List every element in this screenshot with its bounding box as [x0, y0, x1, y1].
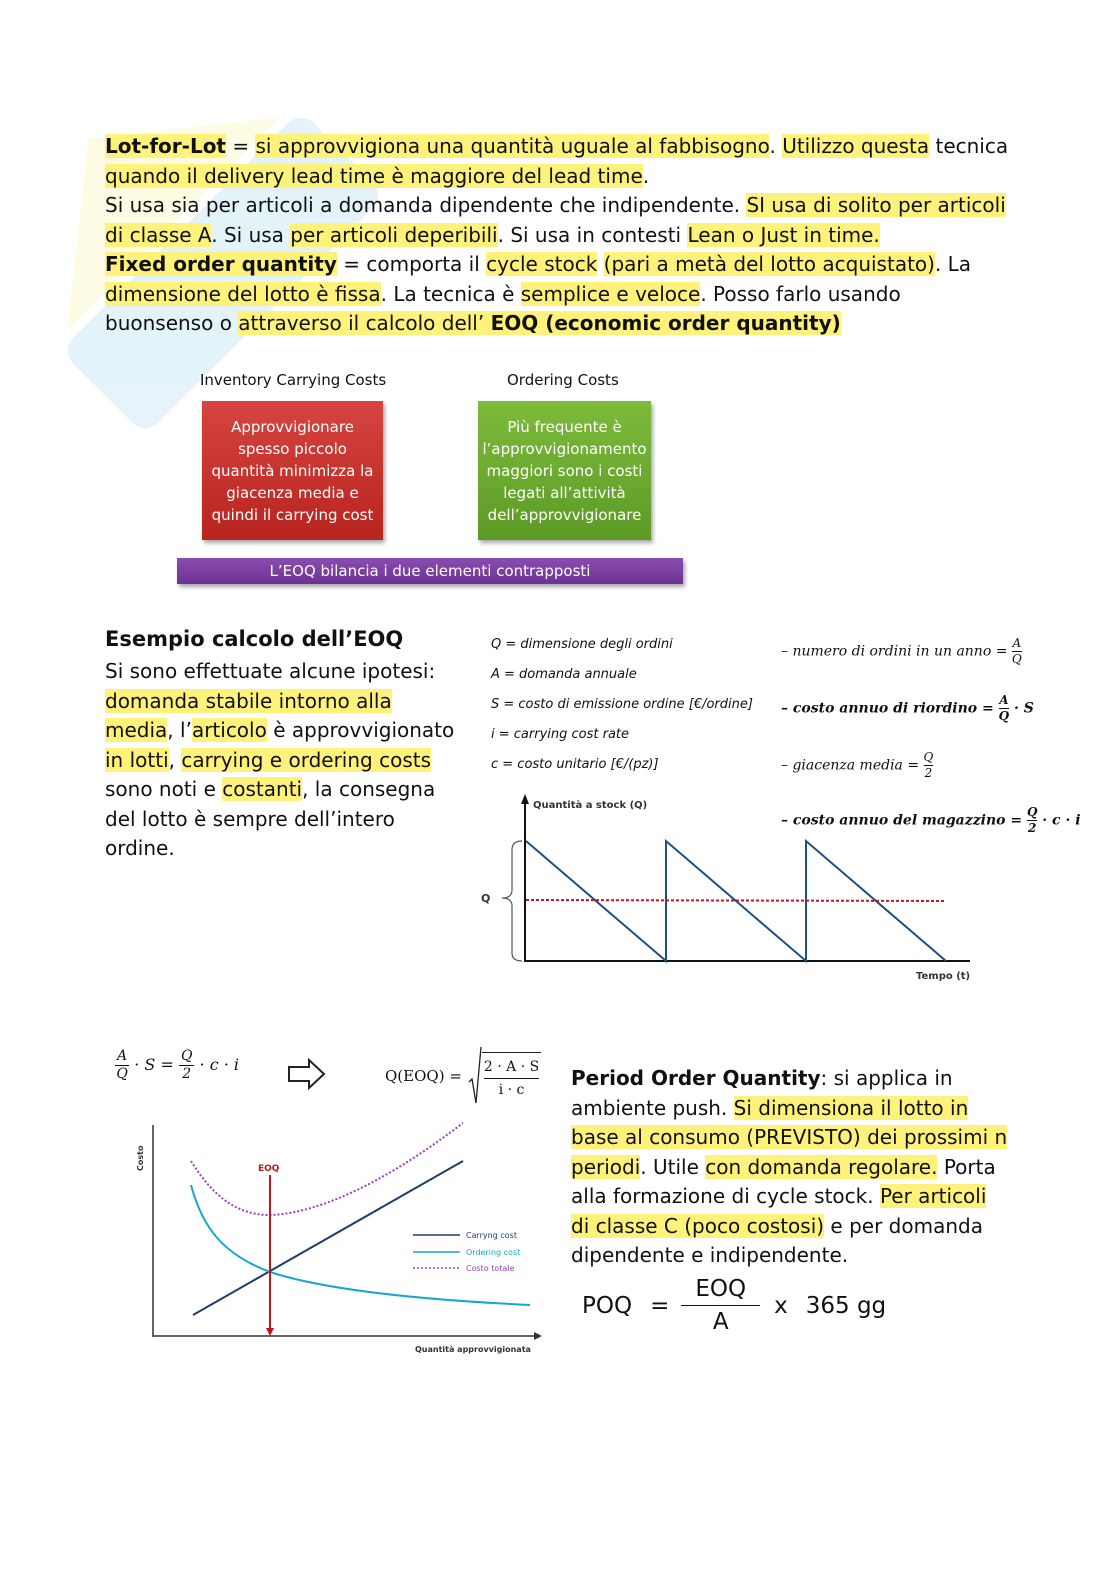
lot-for-lot-eq: =	[226, 134, 256, 158]
example-text: , la consegna del lotto è sempre dell’intero ordine.	[105, 777, 436, 860]
legend-carrying-label: Carryng cost	[466, 1231, 517, 1240]
definition-item: Q = dimensione degli ordini	[491, 637, 673, 652]
eq-num: Q	[180, 1048, 193, 1064]
poq-formula	[582, 1273, 886, 1338]
classe-a-text: SI usa di solito per articoli di classe A	[105, 193, 1006, 247]
poq-text: Porta alla formazione di cycle stock.	[571, 1154, 996, 1208]
x-axis-label: Tempo (t)	[916, 971, 971, 982]
formula-den: Q	[998, 709, 1010, 723]
eoq-marker-label: EOQ	[258, 1164, 280, 1174]
eoq-formula	[385, 1046, 541, 1106]
formula-tail: · c · i	[1042, 812, 1081, 829]
lean-text: Lean o Just in time.	[687, 222, 880, 247]
eoq-marker-arrow	[266, 1328, 274, 1336]
eoq-num: 2 · A · S	[484, 1056, 539, 1079]
q-label: Q	[481, 892, 491, 905]
eoq-formula-label: Q(EOQ) =	[385, 1067, 462, 1085]
poq-highlight: Per articoli di classe C (poco costosi)	[571, 1184, 987, 1238]
cycle-stock-text: cycle stock	[486, 252, 598, 276]
formula-den: 2	[1028, 821, 1037, 835]
q-brace	[502, 841, 522, 961]
formula-num: Q	[923, 750, 934, 764]
lot-for-lot-def: si approvvigiona una quantità uguale al fabbisogno	[255, 134, 770, 158]
poq-formula-tail: 365 gg	[805, 1292, 887, 1319]
example-text: è approvvigionato	[266, 718, 455, 742]
ordering-cost-box	[478, 401, 651, 540]
definitions-list	[491, 630, 753, 780]
y-axis-label: Quantità a stock (Q)	[533, 800, 648, 811]
formula-dash: –	[781, 757, 788, 774]
example-text: sono noti e	[105, 777, 223, 801]
eq-den: 2	[182, 1066, 192, 1082]
poq-formula-label: POQ	[582, 1292, 633, 1319]
poq-term: Period Order Quantity	[571, 1066, 821, 1090]
poq-formula-den: A	[712, 1309, 729, 1335]
legend-total-label: Costo totale	[466, 1264, 515, 1273]
lot-for-lot-paragraph	[105, 132, 1010, 339]
eoq-den: i · c	[498, 1081, 525, 1098]
cost-chart	[125, 1115, 550, 1360]
lot-for-lot-term: Lot-for-Lot	[105, 134, 226, 158]
poq-formula-num: EOQ	[681, 1273, 760, 1306]
right-caption: Ordering Costs	[507, 371, 619, 389]
formula-num: A	[999, 693, 1009, 707]
example-highlight: articolo	[191, 718, 267, 742]
poq-formula-eq: =	[650, 1292, 670, 1319]
legend-ordering-label: Ordering cost	[466, 1248, 521, 1257]
total-cost-line	[191, 1123, 463, 1215]
example-text: , l’	[167, 718, 192, 742]
example-text: ,	[168, 747, 182, 772]
example-paragraph	[105, 657, 455, 864]
carrying-cost-box-text: Approvvigionare spesso piccolo quantità minimizza la giacenza media e quindi il carrying cost	[211, 417, 374, 524]
poq-text: e per domanda dipendente e indipendente.	[571, 1213, 983, 1267]
carrying-cost-box	[202, 401, 383, 540]
x-axis-label: Quantità approvvigionata	[415, 1345, 531, 1354]
x-axis-arrow	[534, 1332, 542, 1340]
formula-dash: –	[781, 643, 788, 660]
poq-formula-times: x	[774, 1292, 788, 1319]
example-title: Esempio calcolo dell’EOQ	[105, 627, 404, 651]
eq-den: Q	[116, 1066, 128, 1082]
dot: .	[642, 163, 650, 188]
definition-item: c = costo unitario [€/(pz)]	[491, 757, 659, 772]
formula-tail: · S	[1013, 700, 1034, 717]
definition-item: S = costo di emissione ordine [€/ordine]	[491, 697, 753, 712]
formula-den: 2	[924, 766, 933, 780]
definition-item: A = domanda annuale	[491, 667, 637, 682]
dimensione-text: dimensione del lotto è fissa	[105, 281, 381, 306]
tecnica-text: tecnica	[929, 134, 1009, 158]
formula-annual-ordering-cost	[781, 693, 1034, 724]
formula-num: A	[1012, 636, 1022, 650]
formula-den: Q	[1011, 652, 1022, 666]
foq-eq: = comporta il	[336, 252, 487, 276]
formula-orders-per-year	[781, 636, 1022, 667]
definition-item: i = carrying cost rate	[491, 727, 630, 742]
deperibili-text: per articoli deperibili	[290, 222, 498, 247]
ordering-cost-box-text: Più frequente è l’approvvigionamento maggiori sono i costi legati all’attività dell’approvvigionare	[482, 417, 647, 524]
example-text: Si sono effettuate alcune ipotesi:	[105, 659, 436, 683]
balance-equation	[115, 1048, 239, 1083]
example-highlight: in lotti	[105, 747, 169, 772]
example-highlight: carrying e ordering costs	[181, 747, 432, 772]
example-highlight: costanti	[222, 777, 303, 801]
semplice-text: semplice e veloce	[520, 281, 701, 306]
formula-num: Q	[1026, 805, 1038, 819]
poq-paragraph	[571, 1064, 1011, 1271]
posso-text: . Posso farlo usando buonsenso o	[105, 281, 901, 335]
tecnica-e-text: . La tecnica è	[380, 281, 521, 306]
eq-tail: · c · i	[199, 1055, 240, 1074]
si-usa-text: . Si usa	[211, 222, 291, 247]
si-usa-sia-text: Si usa sia per articoli a domanda dipendente che indipendente.	[105, 193, 747, 217]
formula-label: giacenza media =	[792, 757, 920, 774]
eoq-term: EOQ (economic order quantity)	[490, 311, 841, 335]
carrying-cost-line	[193, 1161, 463, 1315]
eoq-balance-bar	[177, 558, 683, 584]
formula-dash: –	[781, 700, 788, 717]
sawtooth-chart	[470, 790, 990, 990]
sqrt-sign-icon	[468, 1046, 482, 1106]
dot: .	[769, 134, 783, 158]
la-text: . La	[934, 252, 972, 276]
implies-arrow-icon	[287, 1058, 327, 1090]
space	[597, 252, 603, 276]
eq-num: A	[117, 1048, 128, 1064]
poq-highlight: Si dimensiona il lotto in base al consumo (PREVISTO) dei prossimi n periodi	[571, 1095, 1008, 1179]
formula-label: costo annuo del magazzino =	[792, 812, 1023, 829]
y-axis-label: Costo	[136, 1145, 145, 1171]
poq-highlight: con domanda regolare.	[705, 1154, 938, 1179]
contesti-text: . Si usa in contesti	[497, 222, 688, 247]
eq-mid: · S =	[134, 1055, 174, 1074]
y-axis-arrow	[521, 794, 529, 804]
formula-dash: –	[781, 812, 788, 829]
utilizzo-text: Utilizzo questa	[782, 134, 930, 158]
foq-term: Fixed order quantity	[105, 252, 337, 276]
left-caption: Inventory Carrying Costs	[200, 371, 387, 389]
formula-label: numero di ordini in un anno =	[792, 643, 1008, 660]
formula-label: costo annuo di riordino =	[792, 700, 994, 717]
formula-average-stock	[781, 750, 933, 781]
quando-text: quando il delivery lead time è maggiore del lead time	[105, 163, 643, 188]
poq-text: . Utile	[640, 1154, 706, 1179]
meta-text: (pari a metà del lotto acquistato)	[603, 252, 935, 276]
attraverso-text: attraverso il calcolo dell’	[238, 311, 491, 335]
eoq-balance-bar-text: L’EOQ bilancia i due elementi contrapposti	[269, 562, 591, 580]
poq-text: : si applica in ambiente push.	[571, 1066, 953, 1120]
example-highlight: domanda stabile intorno alla media	[105, 688, 392, 742]
